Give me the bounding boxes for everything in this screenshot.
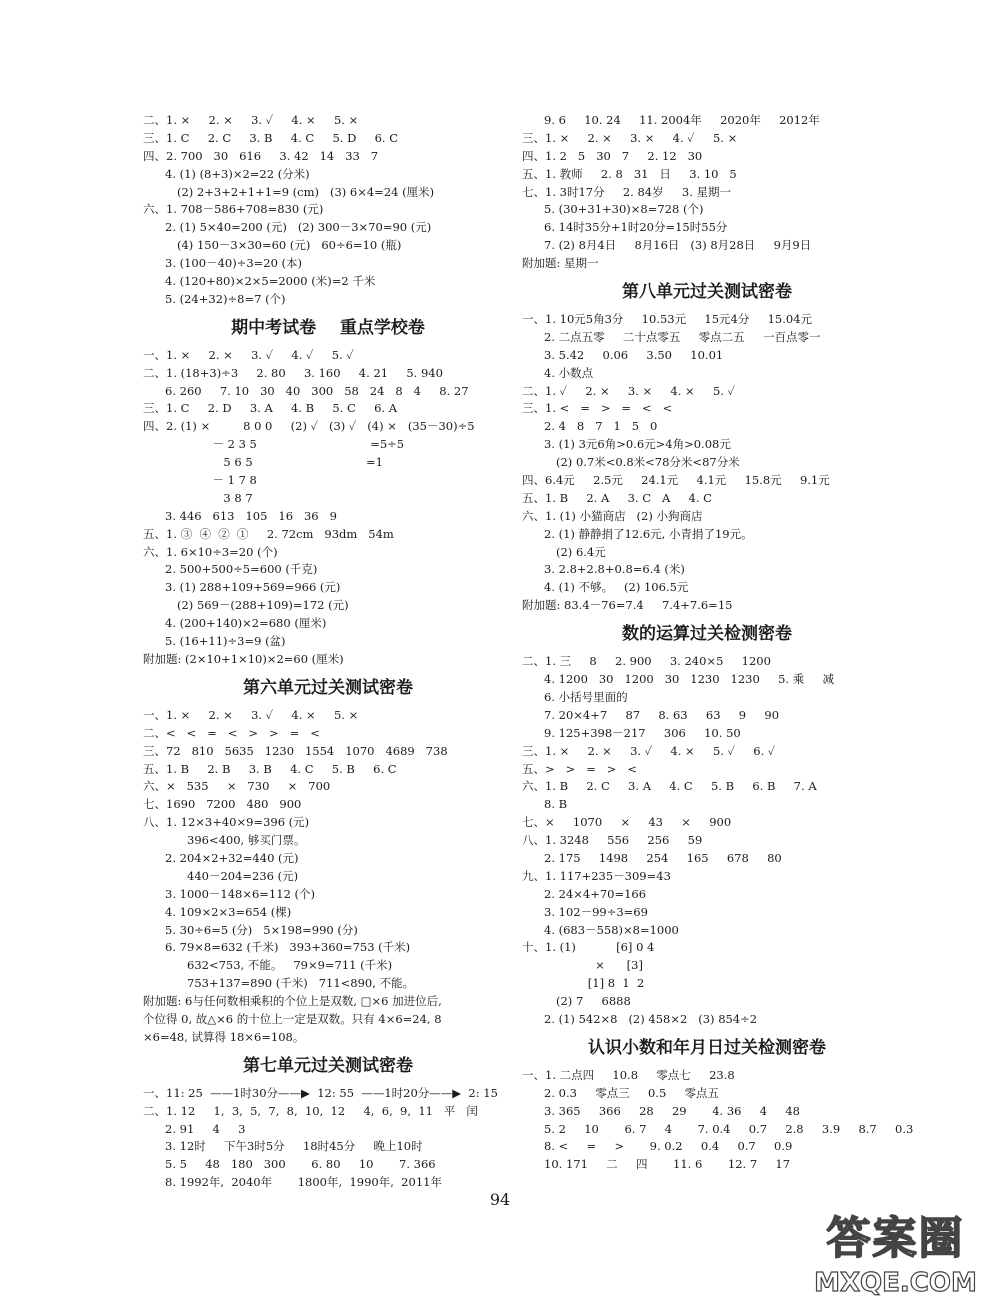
answer-line: 10. 171 二 四 11. 6 12. 7 17	[544, 1157, 791, 1172]
answer-line: [1] 8 1 2	[522, 976, 645, 991]
answer-line: 四、6.4元 2.5元 24.1元 4.1元 15.8元 9.1元	[522, 473, 830, 488]
answer-line: 2. 175 1498 254 165 678 80	[544, 850, 782, 865]
section-heading: 第七单元过关测试密卷	[243, 1055, 413, 1076]
answer-line: 9. 6 10. 24 11. 2004年 2020年 2012年	[544, 113, 820, 127]
answer-line: 4. (1) (8+3)×2=22 (分米)	[165, 166, 310, 181]
answer-line: 四、1. 2 5 30 7 2. 12 30	[522, 148, 703, 163]
answer-line: 5. 30÷6=5 (分) 5×198=990 (分)	[165, 922, 358, 937]
answer-line: 附加题: 6与任何数相乘积的个位上是双数, □×6 加进位后,	[143, 994, 442, 1009]
answer-line: 三、1. × 2. × 3. × 4. ✓ 5. ×	[522, 130, 738, 145]
answer-line: (2) 2+3+2+1+1=9 (cm) (3) 6×4=24 (厘米)	[177, 184, 435, 199]
answer-line: 五、1. ③ ④ ② ① 2. 72cm 93dm 54m	[143, 526, 394, 541]
answer-line: 八、1. 12×3+40×9=396 (元)	[143, 815, 310, 830]
answer-line: 五、> > = > <	[522, 761, 638, 776]
answer-line: 一、1. × 2. × 3. ✓ 4. ✓ 5. ✓	[143, 347, 354, 362]
answer-line: 2. 二点五零 二十点零五 零点二五 一百点零一	[544, 329, 821, 344]
answer-line: 三、72 810 5635 1230 1554 1070 4689 738	[143, 743, 448, 758]
answer-line: 4. (683－558)×8=1000	[544, 922, 679, 937]
answer-line: 二、< < = < > > = <	[143, 725, 320, 740]
answer-line: 附加题: 83.4－76=7.4 7.4+7.6=15	[522, 598, 733, 613]
answer-line: 3. 1000－148×6=112 (个)	[165, 886, 316, 901]
answer-line: 八、1. 3248 556 256 59	[522, 833, 703, 848]
answer-line: 四、2. 700 30 616 3. 42 14 33 7	[143, 148, 379, 163]
answer-line: 6. 小括号里面的	[544, 689, 628, 704]
answer-line: (2) 569－(288+109)=172 (元)	[177, 598, 349, 613]
answer-line: 4. 1200 30 1200 30 1230 1230 5. 乘 减	[544, 672, 834, 687]
answer-line: 8. B	[544, 797, 568, 812]
watermark-logo	[803, 1202, 988, 1307]
answer-line: 3 8 7	[143, 490, 253, 505]
answer-line: 三、1. × 2. × 3. ✓ 4. × 5. ✓ 6. ✓	[522, 743, 776, 758]
answer-line: 5. 2 10 6. 7 4 7. 0.4 0.7 2.8 3.9 8.7 0.3	[544, 1121, 914, 1136]
answer-line: 附加题: 星期一	[522, 256, 599, 271]
answer-line: 三、1. C 2. D 3. A 4. B 5. C 6. A	[143, 401, 398, 416]
answer-line: － 1 7 8	[143, 473, 257, 488]
section-heading: 第八单元过关测试密卷	[622, 282, 792, 303]
answer-line: 6. 79×8=632 (千米) 393+360=753 (千米)	[165, 940, 411, 955]
answer-line: 8. < = > 9. 0.2 0.4 0.7 0.9	[544, 1139, 793, 1154]
answer-line: 753+137=890 (千米) 711<890, 不能。	[187, 976, 415, 991]
answer-line: (2) 0.7米<0.8米<78分米<87分米	[556, 455, 740, 470]
answer-line: 二、1. (18+3)÷3 2. 80 3. 160 4. 21 5. 940	[143, 365, 443, 380]
answer-line: 一、1. × 2. × 3. ✓ 4. × 5. ×	[143, 707, 359, 722]
page-number: 94	[489, 1190, 511, 1209]
answer-line: 3. (1) 3元6角>0.6元>4角>0.08元	[544, 437, 731, 452]
answer-line: (2) 7 6888	[556, 994, 631, 1009]
answer-line: 七、1690 7200 480 900	[143, 797, 302, 812]
answer-line: 一、11: 25 ——1时30分——▶ 12: 55 ——1时20分——▶ 2: 15	[143, 1085, 498, 1100]
answer-line: 440－204=236 (元)	[187, 868, 299, 883]
answer-line: 七、× 1070 × 43 × 900	[522, 815, 732, 830]
answer-line: 7. 20×4+7 87 8. 63 63 9 90	[544, 707, 780, 722]
answer-line: 3. 446 613 105 16 36 9	[165, 508, 337, 523]
answer-line: 六、1. 708－586+708=830 (元)	[143, 202, 324, 217]
answer-line: 5. (16+11)÷3=9 (盆)	[165, 634, 286, 649]
answer-line: 二、1. 12 1, 3, 5, 7, 8, 10, 12 4, 6, 9, 11 平 闰	[143, 1103, 478, 1118]
answer-line: 2. 24×4+70=166	[544, 886, 647, 901]
answer-line: 六、1. 6×10÷3=20 (个)	[143, 544, 278, 559]
answer-line: 六、1. (1) 小猫商店 (2) 小狗商店	[522, 508, 703, 523]
answer-line: 2. 4 8 7 1 5 0	[544, 419, 658, 434]
answer-line: 二、1. × 2. × 3. ✓ 4. × 5. ×	[143, 113, 359, 127]
answer-line: 3. 12时 下午3时5分 18时45分 晚上10时	[165, 1139, 423, 1154]
section-heading: 数的运算过关检测密卷	[622, 624, 792, 645]
answer-column-left	[143, 112, 513, 1192]
answer-line: 2. 204×2+32=440 (元)	[165, 850, 299, 865]
answer-line: 一、1. 10元5角3分 10.53元 15元4分 15.04元	[522, 312, 813, 327]
answer-line: 5 6 5 =1	[143, 455, 383, 470]
answer-line: 632<753, 不能。 79×9=711 (千米)	[187, 958, 393, 973]
answer-line: 六、1. B 2. C 3. A 4. C 5. B 6. B 7. A	[522, 779, 817, 794]
answer-line: 五、1. B 2. B 3. B 4. C 5. B 6. C	[143, 761, 397, 776]
section-heading: 认识小数和年月日过关检测密卷	[588, 1037, 826, 1058]
answer-line: 6. 14时35分+1时20分=15时55分	[544, 220, 728, 235]
answer-line: 5. (30+31+30)×8=728 (个)	[544, 202, 704, 217]
answer-line: 3. 2.8+2.8+0.8=6.4 (米)	[544, 562, 685, 577]
answer-line: 3. 5.42 0.06 3.50 10.01	[544, 347, 724, 362]
answer-line: 2. 500+500÷5=600 (千克)	[165, 562, 318, 577]
answer-line: × [3]	[522, 958, 643, 973]
answer-line: 附加题: (2×10+1×10)×2=60 (厘米)	[143, 651, 344, 666]
answer-line: 3. (1) 288+109+569=966 (元)	[165, 580, 341, 595]
answer-line: 4. (120+80)×2×5=2000 (米)=2 千米	[165, 274, 376, 289]
answer-line: 2. (1) 542×8 (2) 458×2 (3) 854÷2	[544, 1011, 758, 1026]
answer-line: 4. 小数点	[544, 365, 594, 380]
answer-line: 二、1. ✓ 2. × 3. × 4. × 5. ✓	[522, 383, 735, 398]
answer-line: 三、1. C 2. C 3. B 4. C 5. D 6. C	[143, 130, 399, 145]
answer-line: 4. 109×2×3=654 (棵)	[165, 904, 292, 919]
answer-line: 396<400, 够买门票。	[187, 833, 306, 848]
answer-line: 2. (1) 5×40=200 (元) (2) 300－3×70=90 (元)	[165, 220, 432, 235]
answer-line: 九、1. 117+235－309=43	[522, 868, 671, 883]
section-heading: 第六单元过关测试密卷	[243, 677, 413, 698]
answer-line: 8. 1992年, 2040年 1800年, 1990年, 2011年	[165, 1175, 442, 1190]
answer-line: 十、1. (1) [6] 0 4	[522, 940, 655, 955]
watermark-bottom-text: MXQE.COM	[814, 1268, 977, 1298]
answer-line: ×6=48, 试算得 18×6=108。	[143, 1029, 305, 1044]
answer-line: 四、2. (1) × 8 0 0 (2) ✓ (3) ✓ (4) × (35－30)÷5	[143, 419, 475, 434]
answer-line: 6. 260 7. 10 30 40 300 58 24 8 4 8. 27	[165, 383, 469, 398]
answer-line: 2. 91 4 3	[165, 1121, 246, 1136]
answer-line: 2. 0.3 零点三 0.5 零点五	[544, 1085, 720, 1100]
answer-line: 5. 5 48 180 300 6. 80 10 7. 366	[165, 1157, 436, 1172]
answer-line: 4. (1) 不够。 (2) 106.5元	[544, 580, 689, 595]
watermark-top-text: 答案圈	[826, 1213, 965, 1264]
answer-line: 3. 102－99÷3=69	[544, 904, 648, 919]
answer-line: 一、1. 二点四 10.8 零点七 23.8	[522, 1067, 735, 1082]
answer-line: 二、1. 三 8 2. 900 3. 240×5 1200	[522, 654, 771, 669]
answer-line: 5. (24+32)÷8=7 (个)	[165, 291, 286, 306]
answer-line: 7. (2) 8月4日 8月16日 (3) 8月28日 9月9日	[544, 238, 812, 253]
answer-line: 9. 125+398－217 306 10. 50	[544, 725, 741, 740]
answer-line: 七、1. 3时17分 2. 84岁 3. 星期一	[522, 184, 732, 199]
answer-line: 4. (200+140)×2=680 (厘米)	[165, 616, 327, 631]
section-heading: 期中考试卷 重点学校卷	[231, 317, 425, 338]
answer-line: 六、× 535 × 730 × 700	[143, 779, 331, 794]
answer-line: (4) 150－3×30=60 (元) 60÷6=10 (瓶)	[177, 238, 402, 253]
answer-line: 2. (1) 静静捐了12.6元, 小青捐了19元。	[544, 526, 753, 541]
answer-line: 3. (100－40)÷3=20 (本)	[165, 256, 303, 271]
answer-column-right	[522, 112, 914, 1174]
answer-line: (2) 6.4元	[556, 544, 606, 559]
answer-line: 3. 365 366 28 29 4. 36 4 48	[544, 1103, 800, 1118]
answer-line: 个位得 0, 故△×6 的十位上一定是双数。只有 4×6=24, 8	[143, 1011, 442, 1026]
answer-line: － 2 3 5 =5÷5	[143, 437, 405, 452]
answer-line: 三、1. < = > = < <	[522, 401, 673, 416]
answer-line: 五、1. B 2. A 3. C A 4. C	[522, 490, 712, 505]
answer-line: 五、1. 教师 2. 8 31 日 3. 10 5	[522, 166, 737, 181]
